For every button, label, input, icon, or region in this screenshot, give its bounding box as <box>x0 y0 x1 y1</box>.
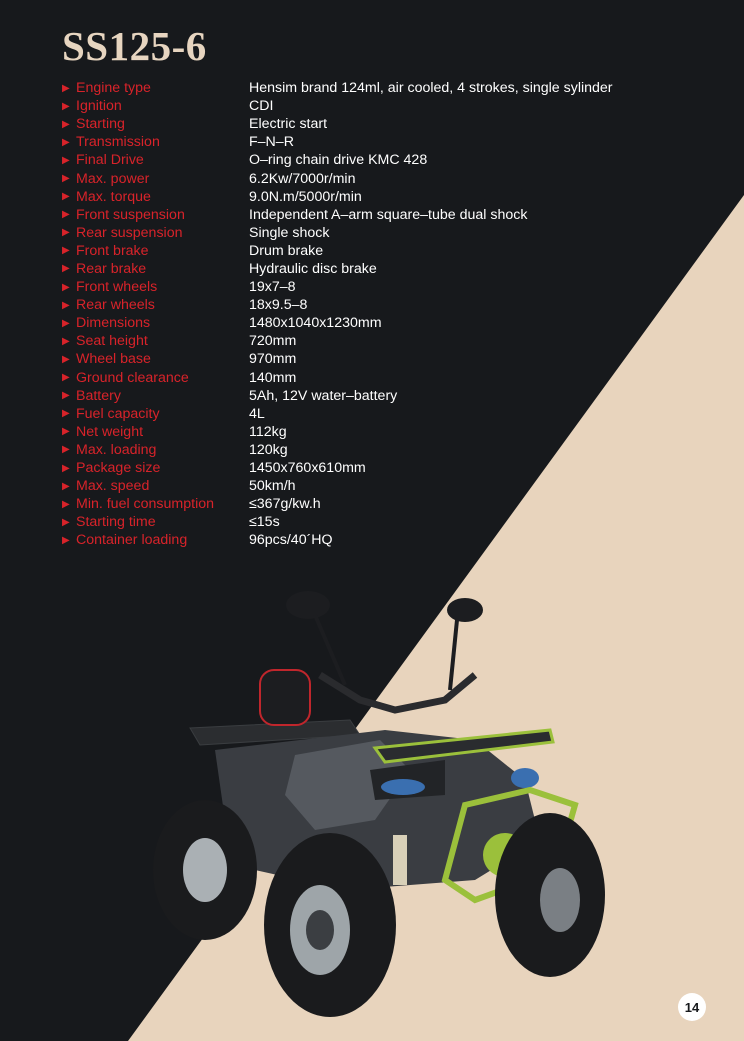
spec-value: 120kg <box>249 441 288 458</box>
spec-value: 6.2Kw/7000r/min <box>249 170 356 187</box>
spec-row <box>62 531 613 549</box>
spec-label: Max. power <box>76 170 150 187</box>
spec-value: Hensim brand 124ml, air cooled, 4 strokes, single sylinder <box>249 80 613 97</box>
spec-label: Dimensions <box>76 315 151 332</box>
spec-row <box>62 513 613 531</box>
spec-row <box>62 278 613 296</box>
spec-label: Max. loading <box>76 441 157 458</box>
spec-row <box>62 477 613 495</box>
spec-row <box>62 314 613 332</box>
spec-row <box>62 133 613 151</box>
spec-value: Electric start <box>249 116 328 133</box>
spec-value: 4L <box>249 405 265 422</box>
bullet-arrow-icon: ▶ <box>62 372 70 384</box>
spec-label: Rear suspension <box>76 224 183 241</box>
bullet-arrow-icon: ▶ <box>62 82 70 94</box>
spec-value: 1480x1040x1230mm <box>249 315 382 332</box>
spec-row <box>62 115 613 133</box>
spec-row <box>62 260 613 278</box>
spec-label: Fuel capacity <box>76 405 160 422</box>
bullet-arrow-icon: ▶ <box>62 408 70 420</box>
spec-value: 720mm <box>249 333 297 350</box>
spec-value: 50km/h <box>249 478 296 495</box>
spec-row <box>62 495 613 513</box>
spec-row <box>62 169 613 187</box>
spec-label: Engine type <box>76 80 151 97</box>
spec-value: 19x7–8 <box>249 279 296 296</box>
bullet-arrow-icon: ▶ <box>62 263 70 275</box>
spec-value: Single shock <box>249 224 330 241</box>
spec-label: Seat height <box>76 333 148 350</box>
spec-row <box>62 188 613 206</box>
spec-row <box>62 79 613 97</box>
spec-value: Drum brake <box>249 242 324 259</box>
spec-row <box>62 405 613 423</box>
spec-value: 1450x760x610mm <box>249 460 366 477</box>
spec-label: Front suspension <box>76 206 185 223</box>
spec-value: 96pcs/40´HQ <box>249 532 333 549</box>
spec-value: 5Ah, 12V water–battery <box>249 387 398 404</box>
spec-value: CDI <box>249 98 274 115</box>
bullet-arrow-icon: ▶ <box>62 100 70 112</box>
spec-value: 9.0N.m/5000r/min <box>249 188 362 205</box>
spec-value: 18x9.5–8 <box>249 297 308 314</box>
spec-row <box>62 151 613 169</box>
bullet-arrow-icon: ▶ <box>62 154 70 166</box>
spec-label: Front brake <box>76 242 149 259</box>
bullet-arrow-icon: ▶ <box>62 480 70 492</box>
bullet-arrow-icon: ▶ <box>62 281 70 293</box>
bullet-arrow-icon: ▶ <box>62 353 70 365</box>
model-title: SS125-6 <box>62 23 207 69</box>
spec-row <box>62 97 613 115</box>
spec-value: Independent A–arm square–tube dual shock <box>249 206 528 223</box>
spec-row <box>62 224 613 242</box>
bullet-arrow-icon: ▶ <box>62 227 70 239</box>
bullet-arrow-icon: ▶ <box>62 335 70 347</box>
spec-label: Max. torque <box>76 188 151 205</box>
bullet-arrow-icon: ▶ <box>62 191 70 203</box>
spec-value: Hydraulic disc brake <box>249 260 377 277</box>
spec-label: Final Drive <box>76 152 144 169</box>
spec-label: Starting <box>76 116 125 133</box>
atv-image <box>145 580 625 1025</box>
spec-label: Transmission <box>76 134 160 151</box>
spec-label: Wheel base <box>76 351 151 368</box>
spec-label: Ignition <box>76 98 122 115</box>
spec-row <box>62 423 613 441</box>
bullet-arrow-icon: ▶ <box>62 498 70 510</box>
spec-value: ≤367g/kw.h <box>249 496 321 513</box>
bullet-arrow-icon: ▶ <box>62 245 70 257</box>
spec-row <box>62 441 613 459</box>
bullet-arrow-icon: ▶ <box>62 390 70 402</box>
page-number: 14 <box>678 993 706 1021</box>
spec-row <box>62 242 613 260</box>
spec-row <box>62 350 613 368</box>
spec-value: 970mm <box>249 351 297 368</box>
bullet-arrow-icon: ▶ <box>62 299 70 311</box>
bullet-arrow-icon: ▶ <box>62 462 70 474</box>
spec-value: ≤15s <box>249 514 280 531</box>
bullet-arrow-icon: ▶ <box>62 118 70 130</box>
spec-label: Container loading <box>76 532 188 549</box>
bullet-arrow-icon: ▶ <box>62 209 70 221</box>
spec-row <box>62 369 613 387</box>
spec-label: Front wheels <box>76 279 158 296</box>
spec-label: Net weight <box>76 423 144 440</box>
spec-row <box>62 332 613 350</box>
spec-label: Rear brake <box>76 260 147 277</box>
spec-label: Package size <box>76 460 161 477</box>
spec-value: O–ring chain drive KMC 428 <box>249 152 428 169</box>
bullet-arrow-icon: ▶ <box>62 444 70 456</box>
spec-label: Battery <box>76 387 121 404</box>
spec-label: Ground clearance <box>76 369 189 386</box>
spec-label: Min. fuel consumption <box>76 496 215 513</box>
bullet-arrow-icon: ▶ <box>62 516 70 528</box>
spec-label: Max. speed <box>76 478 150 495</box>
spec-row <box>62 459 613 477</box>
spec-list <box>62 79 613 549</box>
spec-value: 112kg <box>249 423 287 440</box>
spec-row <box>62 206 613 224</box>
bullet-arrow-icon: ▶ <box>62 534 70 546</box>
spec-value: F–N–R <box>249 134 294 151</box>
bullet-arrow-icon: ▶ <box>62 317 70 329</box>
bullet-arrow-icon: ▶ <box>62 173 70 185</box>
spec-label: Rear wheels <box>76 297 155 314</box>
bullet-arrow-icon: ▶ <box>62 136 70 148</box>
spec-row <box>62 296 613 314</box>
spec-value: 140mm <box>249 369 297 386</box>
spec-label: Starting time <box>76 514 156 531</box>
spec-row <box>62 387 613 405</box>
bullet-arrow-icon: ▶ <box>62 426 70 438</box>
